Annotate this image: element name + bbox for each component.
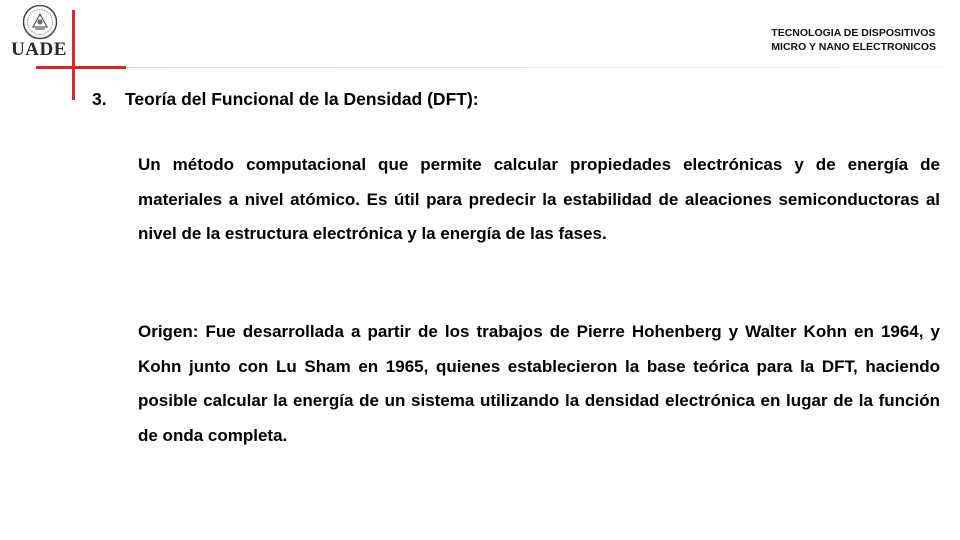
section-heading (92, 89, 479, 110)
course-title-line-1: TECNOLOGIA DE DISPOSITIVOS (771, 27, 936, 39)
course-title-line-2: MICRO Y NANO ELECTRONICOS (771, 40, 936, 53)
origin-paragraph: Origen: Fue desarrollada a partir de los trabajos de Pierre Hohenberg y Walter Kohn en 1964, y Kohn junto con Lu Sham en 1965, quienes establecieron la base teórica para la DFT, haciendo posible calcular la energía de un sistema utilizando la densidad electrónica en lugar de la función de onda completa. (138, 322, 940, 445)
definition-paragraph: Un método computacional que permite calcular propiedades electrónicas y de energía de materiales a nivel atómico. Es útil para predecir la estabilidad de aleaciones semiconductoras al nivel de la estructura electrónica y la energía de las fases. (138, 155, 940, 243)
university-seal-icon (22, 4, 58, 40)
accent-vertical-line (72, 10, 75, 100)
accent-horizontal-line (36, 66, 126, 69)
course-title (771, 27, 936, 54)
header-divider (126, 67, 946, 68)
section-number: 3. (92, 89, 107, 109)
uade-logo (8, 4, 70, 62)
section-title: Teoría del Funcional de la Densidad (DFT): (125, 89, 479, 109)
brand-name: UADE (11, 39, 67, 60)
